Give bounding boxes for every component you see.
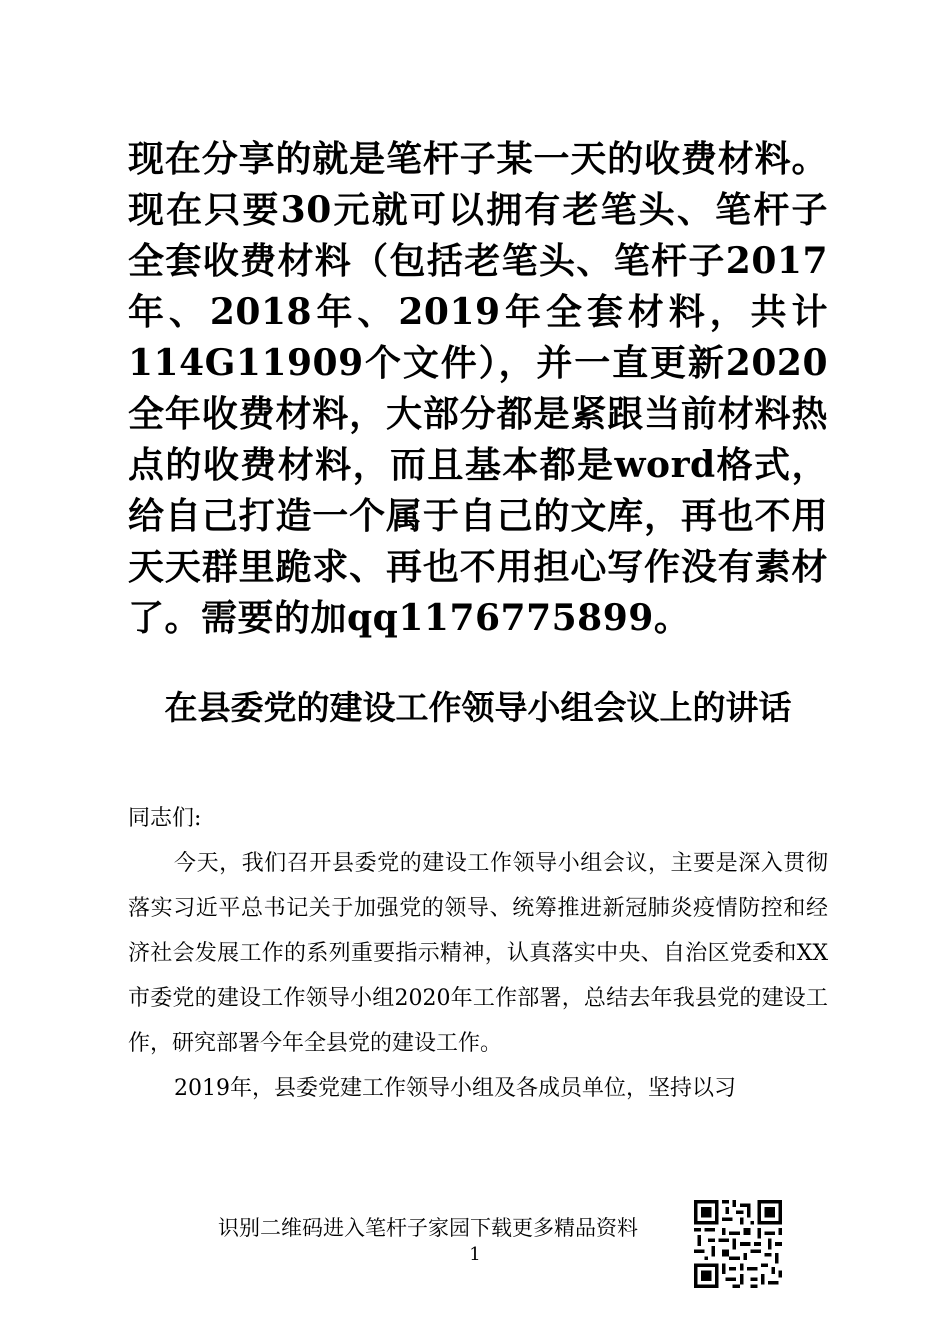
page-number: 1 [469, 1244, 481, 1265]
footer-caption: 识别二维码进入笔杆子家园下载更多精品资料 [218, 1216, 638, 1240]
promo-paragraph: 现在分享的就是笔杆子某一天的收费材料。现在只要30元就可以拥有老笔头、笔杆子全套收费材料（包括老笔头、笔杆子2017年、2018年、2019年全套材料，共计114G11909个文件），并一直更新2020全年收费材料，大部分都是紧跟当前材料热点的收费材料，而且基本都是word格式，给自己打造一个属于自己的文库，再也不用天天群里跪求、再也不用担心写作没有素材了。需要的加qq1176775899。 [128, 138, 828, 639]
body-paragraph-1: 今天，我们召开县委党的建设工作领导小组会议，主要是深入贯彻落实习近平总书记关于加强党的领导、统筹推进新冠肺炎疫情防控和经济社会发展工作的系列重要指示精神，认真落实中央、自治区党委和XX市委党的建设工作领导小组2020年工作部署，总结去年我县党的建设工作，研究部署今年全县党的建设工作。 [128, 851, 828, 1056]
document-body [128, 796, 828, 1111]
body-paragraph-2: 2019年，县委党建工作领导小组及各成员单位，坚持以习 [174, 1076, 736, 1101]
qr-code-icon [694, 1200, 782, 1288]
document-title: 在县委党的建设工作领导小组会议上的讲话 [164, 688, 792, 727]
salutation: 同志们: [128, 806, 202, 831]
